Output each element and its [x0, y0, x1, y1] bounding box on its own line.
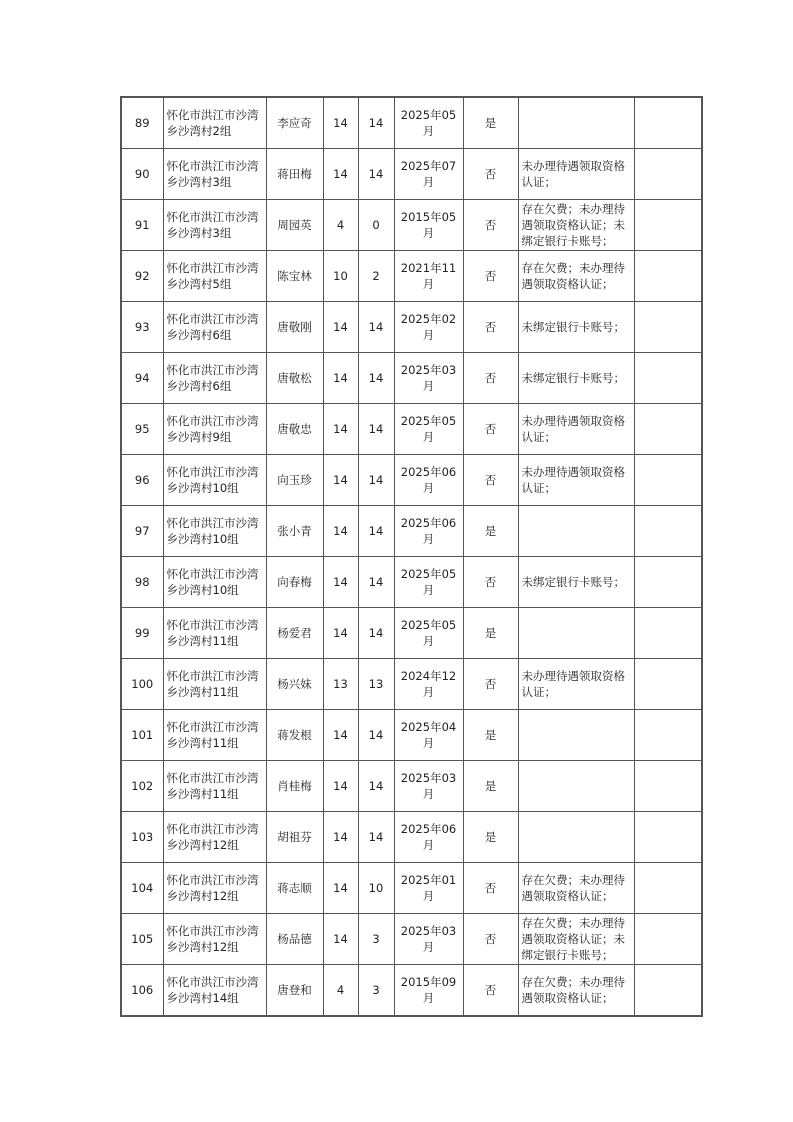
extra-cell: [634, 608, 702, 659]
status-cell: 否: [463, 200, 518, 251]
row-number: 89: [121, 97, 163, 149]
status-cell: 是: [463, 608, 518, 659]
status-cell: 是: [463, 506, 518, 557]
address-cell: 怀化市洪江市沙湾乡沙湾村10组: [163, 455, 266, 506]
status-cell: 否: [463, 659, 518, 710]
paid-count-cell: 14: [358, 761, 394, 812]
date-cell: 2025年05月: [394, 608, 463, 659]
row-number: 93: [121, 302, 163, 353]
address-cell: 怀化市洪江市沙湾乡沙湾村12组: [163, 812, 266, 863]
date-cell: 2025年07月: [394, 149, 463, 200]
table-row: [121, 710, 702, 761]
date-cell: 2021年11月: [394, 251, 463, 302]
count-cell: 14: [323, 353, 358, 404]
row-number: 102: [121, 761, 163, 812]
remark-cell: 未办理待遇领取资格认证；: [518, 149, 634, 200]
table-row: [121, 455, 702, 506]
date-cell: 2025年04月: [394, 710, 463, 761]
address-cell: 怀化市洪江市沙湾乡沙湾村12组: [163, 914, 266, 965]
extra-cell: [634, 965, 702, 1017]
status-cell: 否: [463, 914, 518, 965]
row-number: 96: [121, 455, 163, 506]
name-cell: 蒋发根: [266, 710, 323, 761]
name-cell: 向春梅: [266, 557, 323, 608]
table-row: [121, 914, 702, 965]
status-cell: 是: [463, 97, 518, 149]
row-number: 103: [121, 812, 163, 863]
paid-count-cell: 14: [358, 710, 394, 761]
address-cell: 怀化市洪江市沙湾乡沙湾村12组: [163, 863, 266, 914]
date-cell: 2025年03月: [394, 353, 463, 404]
row-number: 91: [121, 200, 163, 251]
name-cell: 周园英: [266, 200, 323, 251]
count-cell: 14: [323, 455, 358, 506]
table-row: [121, 251, 702, 302]
count-cell: 14: [323, 97, 358, 149]
table-row: [121, 608, 702, 659]
status-cell: 否: [463, 455, 518, 506]
paid-count-cell: 14: [358, 302, 394, 353]
remark-cell: 存在欠费；未办理待遇领取资格认证；未绑定银行卡账号；: [518, 914, 634, 965]
table-row: [121, 353, 702, 404]
address-cell: 怀化市洪江市沙湾乡沙湾村6组: [163, 302, 266, 353]
date-cell: 2025年03月: [394, 914, 463, 965]
count-cell: 14: [323, 914, 358, 965]
name-cell: 唐敬忠: [266, 404, 323, 455]
row-number: 104: [121, 863, 163, 914]
status-cell: 否: [463, 251, 518, 302]
extra-cell: [634, 455, 702, 506]
count-cell: 14: [323, 404, 358, 455]
date-cell: 2024年12月: [394, 659, 463, 710]
extra-cell: [634, 710, 702, 761]
status-cell: 是: [463, 761, 518, 812]
count-cell: 14: [323, 863, 358, 914]
address-cell: 怀化市洪江市沙湾乡沙湾村11组: [163, 761, 266, 812]
name-cell: 杨兴妹: [266, 659, 323, 710]
status-cell: 是: [463, 710, 518, 761]
extra-cell: [634, 404, 702, 455]
table-row: [121, 812, 702, 863]
address-cell: 怀化市洪江市沙湾乡沙湾村9组: [163, 404, 266, 455]
count-cell: 14: [323, 557, 358, 608]
date-cell: 2025年06月: [394, 812, 463, 863]
name-cell: 李应奇: [266, 97, 323, 149]
address-cell: 怀化市洪江市沙湾乡沙湾村3组: [163, 200, 266, 251]
paid-count-cell: 3: [358, 914, 394, 965]
table-row: [121, 302, 702, 353]
extra-cell: [634, 863, 702, 914]
remark-cell: 存在欠费；未办理待遇领取资格认证；: [518, 863, 634, 914]
address-cell: 怀化市洪江市沙湾乡沙湾村11组: [163, 608, 266, 659]
name-cell: 向玉珍: [266, 455, 323, 506]
address-cell: 怀化市洪江市沙湾乡沙湾村6组: [163, 353, 266, 404]
table-row: [121, 863, 702, 914]
table-row: [121, 761, 702, 812]
status-cell: 否: [463, 302, 518, 353]
remark-cell: 存在欠费；未办理待遇领取资格认证；: [518, 251, 634, 302]
count-cell: 14: [323, 710, 358, 761]
date-cell: 2025年05月: [394, 404, 463, 455]
paid-count-cell: 14: [358, 455, 394, 506]
remark-cell: 存在欠费；未办理待遇领取资格认证；未绑定银行卡账号；: [518, 200, 634, 251]
paid-count-cell: 14: [358, 149, 394, 200]
address-cell: 怀化市洪江市沙湾乡沙湾村10组: [163, 557, 266, 608]
row-number: 95: [121, 404, 163, 455]
row-number: 97: [121, 506, 163, 557]
table-row: [121, 404, 702, 455]
paid-count-cell: 14: [358, 557, 394, 608]
remark-cell: 存在欠费；未办理待遇领取资格认证；: [518, 965, 634, 1017]
row-number: 98: [121, 557, 163, 608]
table-row: [121, 659, 702, 710]
status-cell: 否: [463, 353, 518, 404]
row-number: 101: [121, 710, 163, 761]
name-cell: 蒋志顺: [266, 863, 323, 914]
paid-count-cell: 0: [358, 200, 394, 251]
extra-cell: [634, 812, 702, 863]
name-cell: 陈宝林: [266, 251, 323, 302]
remark-cell: 未办理待遇领取资格认证；: [518, 455, 634, 506]
extra-cell: [634, 557, 702, 608]
paid-count-cell: 13: [358, 659, 394, 710]
extra-cell: [634, 914, 702, 965]
table-row: [121, 200, 702, 251]
paid-count-cell: 2: [358, 251, 394, 302]
remark-cell: 未绑定银行卡账号；: [518, 557, 634, 608]
address-cell: 怀化市洪江市沙湾乡沙湾村11组: [163, 710, 266, 761]
count-cell: 14: [323, 506, 358, 557]
date-cell: 2015年05月: [394, 200, 463, 251]
extra-cell: [634, 251, 702, 302]
paid-count-cell: 14: [358, 97, 394, 149]
date-cell: 2025年02月: [394, 302, 463, 353]
address-cell: 怀化市洪江市沙湾乡沙湾村2组: [163, 97, 266, 149]
extra-cell: [634, 149, 702, 200]
paid-count-cell: 14: [358, 608, 394, 659]
remark-cell: 未绑定银行卡账号；: [518, 302, 634, 353]
count-cell: 14: [323, 149, 358, 200]
count-cell: 14: [323, 302, 358, 353]
remark-cell: [518, 506, 634, 557]
address-cell: 怀化市洪江市沙湾乡沙湾村5组: [163, 251, 266, 302]
name-cell: 杨爱君: [266, 608, 323, 659]
remark-cell: 未办理待遇领取资格认证；: [518, 659, 634, 710]
row-number: 106: [121, 965, 163, 1017]
extra-cell: [634, 97, 702, 149]
date-cell: 2025年01月: [394, 863, 463, 914]
status-cell: 否: [463, 863, 518, 914]
status-cell: 否: [463, 149, 518, 200]
paid-count-cell: 14: [358, 506, 394, 557]
count-cell: 4: [323, 200, 358, 251]
paid-count-cell: 14: [358, 812, 394, 863]
status-cell: 否: [463, 404, 518, 455]
date-cell: 2025年06月: [394, 455, 463, 506]
remark-cell: 未办理待遇领取资格认证；: [518, 404, 634, 455]
records-table: [120, 96, 703, 1017]
date-cell: 2015年09月: [394, 965, 463, 1017]
remark-cell: [518, 710, 634, 761]
count-cell: 13: [323, 659, 358, 710]
remark-cell: 未绑定银行卡账号；: [518, 353, 634, 404]
table-row: [121, 965, 702, 1017]
name-cell: 胡祖芬: [266, 812, 323, 863]
row-number: 100: [121, 659, 163, 710]
paid-count-cell: 3: [358, 965, 394, 1017]
row-number: 99: [121, 608, 163, 659]
address-cell: 怀化市洪江市沙湾乡沙湾村10组: [163, 506, 266, 557]
table-row: [121, 557, 702, 608]
paid-count-cell: 14: [358, 353, 394, 404]
count-cell: 14: [323, 761, 358, 812]
address-cell: 怀化市洪江市沙湾乡沙湾村3组: [163, 149, 266, 200]
count-cell: 4: [323, 965, 358, 1017]
paid-count-cell: 14: [358, 404, 394, 455]
status-cell: 否: [463, 557, 518, 608]
name-cell: 肖桂梅: [266, 761, 323, 812]
name-cell: 唐登和: [266, 965, 323, 1017]
status-cell: 是: [463, 812, 518, 863]
remark-cell: [518, 761, 634, 812]
remark-cell: [518, 608, 634, 659]
address-cell: 怀化市洪江市沙湾乡沙湾村14组: [163, 965, 266, 1017]
date-cell: 2025年05月: [394, 97, 463, 149]
date-cell: 2025年05月: [394, 557, 463, 608]
row-number: 90: [121, 149, 163, 200]
name-cell: 张小青: [266, 506, 323, 557]
table-row: [121, 149, 702, 200]
table-body: [121, 97, 702, 1016]
paid-count-cell: 10: [358, 863, 394, 914]
extra-cell: [634, 506, 702, 557]
extra-cell: [634, 353, 702, 404]
name-cell: 唐敬刚: [266, 302, 323, 353]
table-row: [121, 97, 702, 149]
remark-cell: [518, 97, 634, 149]
extra-cell: [634, 761, 702, 812]
name-cell: 杨品德: [266, 914, 323, 965]
date-cell: 2025年03月: [394, 761, 463, 812]
address-cell: 怀化市洪江市沙湾乡沙湾村11组: [163, 659, 266, 710]
extra-cell: [634, 302, 702, 353]
extra-cell: [634, 200, 702, 251]
remark-cell: [518, 812, 634, 863]
count-cell: 14: [323, 812, 358, 863]
extra-cell: [634, 659, 702, 710]
table-row: [121, 506, 702, 557]
row-number: 92: [121, 251, 163, 302]
status-cell: 否: [463, 965, 518, 1017]
count-cell: 14: [323, 608, 358, 659]
date-cell: 2025年06月: [394, 506, 463, 557]
row-number: 105: [121, 914, 163, 965]
name-cell: 蒋田梅: [266, 149, 323, 200]
name-cell: 唐敬松: [266, 353, 323, 404]
count-cell: 10: [323, 251, 358, 302]
row-number: 94: [121, 353, 163, 404]
